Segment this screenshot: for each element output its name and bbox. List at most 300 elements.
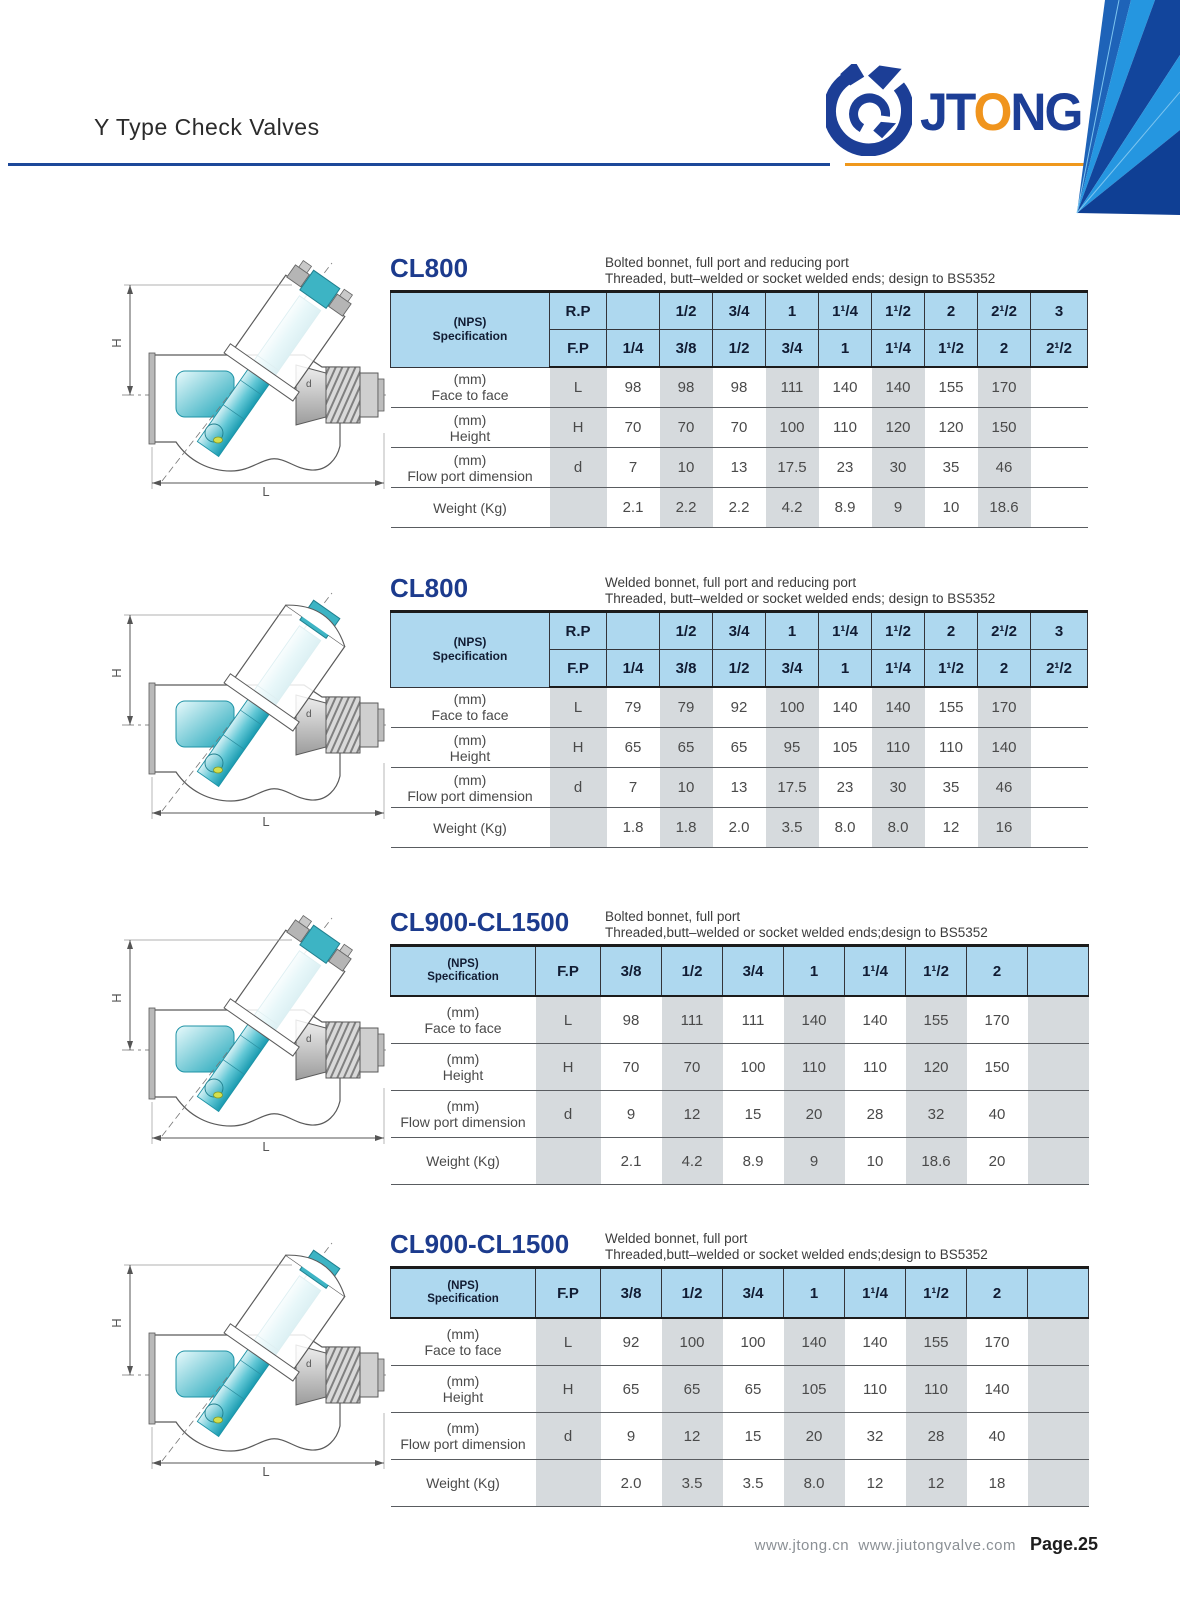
table-model-title: CL900-CL1500: [390, 1229, 570, 1259]
corner-stripes-graphic: [1075, 0, 1180, 215]
size-header-cell: 3/4: [723, 1268, 784, 1319]
value-cell: 12: [925, 808, 978, 848]
value-cell: 4.2: [766, 488, 819, 528]
size-header-cell: 1¹/2: [872, 612, 925, 650]
valve-drawing-3: [96, 898, 392, 1156]
row-label-cell: [391, 808, 550, 848]
value-cell: 120: [872, 408, 925, 448]
value-cell: [1031, 728, 1088, 768]
value-cell: [1031, 488, 1088, 528]
value-cell: 170: [978, 687, 1031, 728]
spec-header-line: Specification: [432, 328, 508, 343]
row-label-cell: [391, 1138, 536, 1185]
value-cell: 2.0: [601, 1460, 662, 1507]
table-row: [391, 1044, 1089, 1091]
fp-label-cell: F.P: [550, 330, 607, 368]
value-cell: 13: [713, 448, 766, 488]
brand-logo: [826, 66, 1081, 158]
value-cell: 105: [819, 728, 872, 768]
spec-header-cell: [391, 1268, 536, 1319]
size-header-cell: 1¹/4: [872, 330, 925, 368]
table-row: [391, 367, 1088, 408]
value-cell: 110: [925, 728, 978, 768]
size-header-cell: 1/2: [662, 946, 723, 997]
value-cell: [1028, 996, 1089, 1044]
row-symbol-cell: d: [550, 448, 607, 488]
size-header-cell: 3/4: [713, 612, 766, 650]
table-description: [605, 575, 995, 606]
value-cell: 95: [766, 728, 819, 768]
row-label-cell: [391, 687, 550, 728]
row-symbol-cell: L: [550, 367, 607, 408]
table-row: [391, 1318, 1089, 1366]
table-row: [391, 996, 1089, 1044]
value-cell: [1031, 367, 1088, 408]
value-cell: 65: [660, 728, 713, 768]
dim-label-h: H: [109, 338, 124, 348]
spec-table: [390, 1266, 1089, 1507]
size-header-cell: 2: [925, 292, 978, 330]
value-cell: 30: [872, 768, 925, 808]
value-cell: 9: [784, 1138, 845, 1185]
row-label-cell: [391, 367, 550, 408]
table-description-line: Threaded, butt–welded or socket welded ends; design to BS5352: [605, 590, 996, 606]
table-description-line: Welded bonnet, full port and reducing port: [605, 575, 857, 590]
table-description-line: Threaded,butt–welded or socket welded ends;design to BS5352: [605, 924, 988, 940]
size-header-cell: 3/4: [766, 650, 819, 688]
table-row: [391, 1138, 1089, 1185]
table-row: [391, 1091, 1089, 1138]
table-block-4: [390, 1214, 1088, 1507]
row-label: Face to face: [424, 1020, 502, 1036]
value-cell: 15: [723, 1413, 784, 1460]
row-symbol-cell: L: [550, 687, 607, 728]
size-header-cell: [1028, 1268, 1089, 1319]
value-cell: 46: [978, 448, 1031, 488]
value-cell: 105: [784, 1366, 845, 1413]
size-header-cell: 3/4: [766, 330, 819, 368]
table-description-line: Threaded, butt–welded or socket welded ends; design to BS5352: [605, 270, 996, 286]
value-cell: 150: [978, 408, 1031, 448]
value-cell: 170: [978, 367, 1031, 408]
value-cell: 3.5: [723, 1460, 784, 1507]
row-label-cell: [391, 1044, 536, 1091]
footer-urls: [755, 1537, 1016, 1554]
value-cell: 10: [925, 488, 978, 528]
value-cell: 100: [723, 1044, 784, 1091]
spec-table: [390, 290, 1088, 528]
value-cell: [1028, 1460, 1089, 1507]
table-description: [605, 255, 995, 286]
value-cell: 8.0: [872, 808, 925, 848]
row-unit: (mm): [453, 771, 487, 788]
value-cell: [1028, 1044, 1089, 1091]
value-cell: 100: [766, 408, 819, 448]
size-header-cell: 1¹/2: [925, 650, 978, 688]
value-cell: 140: [819, 687, 872, 728]
size-header-cell: 1¹/4: [845, 1268, 906, 1319]
dim-label-h: H: [109, 1318, 124, 1328]
valve-technical-drawing: [96, 573, 392, 831]
value-cell: 3.5: [662, 1460, 723, 1507]
size-header-cell: 2: [978, 650, 1031, 688]
row-label: Weight (Kg): [433, 499, 507, 516]
row-label-cell: [391, 996, 536, 1044]
row-unit: (mm): [446, 1326, 480, 1342]
valve-technical-drawing: [96, 243, 392, 501]
value-cell: 92: [601, 1318, 662, 1366]
size-header-cell: 1/2: [662, 1268, 723, 1319]
size-header-cell: 3/8: [660, 330, 713, 368]
row-label-cell: [391, 488, 550, 528]
table-heading: [390, 238, 1088, 290]
value-cell: [1031, 448, 1088, 488]
value-cell: 9: [601, 1413, 662, 1460]
value-cell: 120: [925, 408, 978, 448]
row-label: Height: [449, 427, 491, 444]
value-cell: 92: [713, 687, 766, 728]
row-label: Flow port dimension: [400, 1114, 526, 1130]
dim-label-l: L: [262, 814, 270, 829]
table-row: [391, 488, 1088, 528]
value-cell: 2.1: [607, 488, 660, 528]
size-header-cell: 2: [925, 612, 978, 650]
value-cell: 140: [819, 367, 872, 408]
row-symbol-cell: L: [536, 996, 601, 1044]
size-header-cell: 1: [784, 1268, 845, 1319]
size-header-cell: 2: [967, 946, 1028, 997]
row-symbol-cell: H: [536, 1366, 601, 1413]
size-header-cell: 1/2: [713, 330, 766, 368]
valve-drawing-2: [96, 573, 392, 831]
row-symbol-cell: H: [536, 1044, 601, 1091]
size-header-cell: 1¹/4: [819, 612, 872, 650]
value-cell: 10: [660, 768, 713, 808]
value-cell: 111: [662, 996, 723, 1044]
value-cell: 155: [906, 996, 967, 1044]
value-cell: 79: [660, 687, 713, 728]
value-cell: 9: [601, 1091, 662, 1138]
table-row: [391, 687, 1088, 728]
row-label: Face to face: [424, 1342, 502, 1358]
dim-label-d: d: [306, 709, 312, 720]
row-label-cell: [391, 1413, 536, 1460]
size-header-cell: 1/2: [660, 612, 713, 650]
row-symbol-cell: [550, 808, 607, 848]
size-header-cell: 1/2: [713, 650, 766, 688]
table-model-title: CL800: [390, 253, 469, 283]
dim-label-h: H: [109, 668, 124, 678]
fp-label-cell: F.P: [536, 946, 601, 997]
value-cell: 98: [601, 996, 662, 1044]
value-cell: 140: [845, 996, 906, 1044]
row-label: Weight (Kg): [426, 1153, 500, 1169]
size-header-cell: 1: [766, 292, 819, 330]
row-symbol-cell: d: [550, 768, 607, 808]
size-header-cell: 2: [967, 1268, 1028, 1319]
value-cell: 65: [662, 1366, 723, 1413]
size-header-cell: 2¹/2: [1031, 330, 1088, 368]
value-cell: 2.2: [660, 488, 713, 528]
table-description-line: Welded bonnet, full port: [605, 1231, 748, 1246]
row-unit: (mm): [446, 1004, 480, 1020]
row-label: Face to face: [431, 387, 509, 404]
value-cell: 70: [660, 408, 713, 448]
value-cell: 16: [978, 808, 1031, 848]
value-cell: 12: [662, 1091, 723, 1138]
value-cell: 20: [967, 1138, 1028, 1185]
value-cell: 3.5: [766, 808, 819, 848]
size-header-cell: 2¹/2: [1031, 650, 1088, 688]
size-header-cell: 3: [1031, 612, 1088, 650]
value-cell: 20: [784, 1413, 845, 1460]
value-cell: 65: [723, 1366, 784, 1413]
valve-technical-drawing: [96, 1223, 392, 1481]
size-header-cell: 1¹/2: [906, 946, 967, 997]
spec-table: [390, 610, 1088, 848]
value-cell: 110: [784, 1044, 845, 1091]
size-header-cell: 3: [1031, 292, 1088, 330]
value-cell: 170: [967, 1318, 1028, 1366]
size-header-cell: 1/4: [607, 330, 660, 368]
row-label: Height: [442, 1067, 484, 1083]
size-header-cell: 1: [819, 650, 872, 688]
row-symbol-cell: H: [550, 408, 607, 448]
table-description-line: Bolted bonnet, full port and reducing port: [605, 255, 849, 270]
logo-swirl-icon: [826, 64, 912, 161]
row-label: Flow port dimension: [407, 467, 533, 484]
row-unit: (mm): [453, 411, 487, 428]
value-cell: 155: [925, 367, 978, 408]
row-label: Flow port dimension: [407, 787, 533, 804]
table-row: [391, 728, 1088, 768]
value-cell: 98: [713, 367, 766, 408]
spec-header-line: Specification: [427, 1293, 499, 1305]
row-symbol-cell: d: [536, 1091, 601, 1138]
value-cell: 28: [906, 1413, 967, 1460]
spec-header-line: (NPS): [453, 635, 487, 650]
spec-header-cell: [391, 292, 550, 368]
footer-page-number: Page.25: [1029, 1534, 1098, 1554]
value-cell: 15: [723, 1091, 784, 1138]
row-label: Weight (Kg): [426, 1475, 500, 1491]
footer-url-1: www.jtong.cn: [754, 1537, 850, 1554]
value-cell: 9: [872, 488, 925, 528]
dim-label-l: L: [262, 1139, 270, 1154]
value-cell: 32: [845, 1413, 906, 1460]
value-cell: 13: [713, 768, 766, 808]
value-cell: 65: [601, 1366, 662, 1413]
row-label-cell: [391, 728, 550, 768]
value-cell: 65: [607, 728, 660, 768]
row-unit: (mm): [453, 371, 487, 388]
page-title: Y Type Check Valves: [94, 114, 320, 140]
size-header-cell: 1: [784, 946, 845, 997]
value-cell: [1028, 1138, 1089, 1185]
table-row: [391, 448, 1088, 488]
row-label-cell: [391, 408, 550, 448]
footer-url-2: www.jiutongvalve.com: [858, 1537, 1016, 1554]
table-row: [391, 1413, 1089, 1460]
row-unit: (mm): [453, 691, 487, 708]
row-label: Flow port dimension: [400, 1436, 526, 1452]
value-cell: 12: [845, 1460, 906, 1507]
value-cell: 8.0: [784, 1460, 845, 1507]
table-model-title: CL900-CL1500: [390, 907, 570, 937]
spec-header-line: (NPS): [453, 315, 487, 330]
value-cell: [1031, 687, 1088, 728]
value-cell: 12: [662, 1413, 723, 1460]
value-cell: 140: [872, 367, 925, 408]
value-cell: 120: [906, 1044, 967, 1091]
value-cell: 100: [662, 1318, 723, 1366]
value-cell: 17.5: [766, 768, 819, 808]
value-cell: 65: [713, 728, 766, 768]
value-cell: 23: [819, 448, 872, 488]
logo-text-jt: JT: [920, 82, 974, 142]
size-header-cell: [607, 292, 660, 330]
value-cell: 10: [660, 448, 713, 488]
table-heading: [390, 1214, 1088, 1266]
value-cell: 140: [784, 996, 845, 1044]
value-cell: 7: [607, 768, 660, 808]
value-cell: 111: [723, 996, 784, 1044]
valve-technical-drawing: [96, 898, 392, 1156]
spec-header-line: (NPS): [447, 957, 479, 970]
size-header-cell: 3/4: [713, 292, 766, 330]
dim-label-d: d: [306, 1359, 312, 1370]
dim-label-h: H: [109, 993, 124, 1003]
table-row: [391, 408, 1088, 448]
fp-label-cell: F.P: [536, 1268, 601, 1319]
row-label-cell: [391, 1460, 536, 1507]
value-cell: 23: [819, 768, 872, 808]
row-symbol-cell: [536, 1138, 601, 1185]
value-cell: 8.9: [723, 1138, 784, 1185]
footer: [755, 1534, 1098, 1555]
row-symbol-cell: [550, 488, 607, 528]
table-description-line: Bolted bonnet, full port: [605, 909, 741, 924]
value-cell: 18.6: [906, 1138, 967, 1185]
dim-label-l: L: [262, 484, 270, 499]
dim-label-d: d: [306, 379, 312, 390]
row-label-cell: [391, 1318, 536, 1366]
size-header-cell: 1/2: [660, 292, 713, 330]
value-cell: 79: [607, 687, 660, 728]
size-header-cell: 2: [978, 330, 1031, 368]
value-cell: 98: [607, 367, 660, 408]
value-cell: 111: [766, 367, 819, 408]
value-cell: 70: [601, 1044, 662, 1091]
table-description: [605, 909, 988, 940]
table-block-2: [390, 558, 1088, 848]
value-cell: 110: [845, 1044, 906, 1091]
row-label: Weight (Kg): [433, 819, 507, 836]
spec-header-line: Specification: [432, 648, 508, 663]
value-cell: 7: [607, 448, 660, 488]
value-cell: 35: [925, 448, 978, 488]
value-cell: 140: [784, 1318, 845, 1366]
size-header-cell: 2¹/2: [978, 612, 1031, 650]
value-cell: 110: [872, 728, 925, 768]
table-description-line: Threaded,butt–welded or socket welded ends;design to BS5352: [605, 1246, 988, 1262]
value-cell: [1031, 408, 1088, 448]
spec-header-cell: [391, 946, 536, 997]
value-cell: 2.1: [601, 1138, 662, 1185]
value-cell: 155: [925, 687, 978, 728]
row-symbol-cell: [536, 1460, 601, 1507]
value-cell: 46: [978, 768, 1031, 808]
table-block-1: [390, 238, 1088, 528]
value-cell: 2.2: [713, 488, 766, 528]
row-label: Height: [442, 1389, 484, 1405]
value-cell: 40: [967, 1091, 1028, 1138]
row-symbol-cell: d: [536, 1413, 601, 1460]
value-cell: 1.8: [607, 808, 660, 848]
value-cell: 170: [967, 996, 1028, 1044]
value-cell: 150: [967, 1044, 1028, 1091]
size-header-cell: 1/4: [607, 650, 660, 688]
row-label-cell: [391, 768, 550, 808]
value-cell: 70: [713, 408, 766, 448]
size-header-cell: [607, 612, 660, 650]
value-cell: 18.6: [978, 488, 1031, 528]
table-row: [391, 1366, 1089, 1413]
value-cell: 30: [872, 448, 925, 488]
table-description: [605, 1231, 988, 1262]
value-cell: 20: [784, 1091, 845, 1138]
value-cell: 32: [906, 1091, 967, 1138]
table-block-3: [390, 892, 1088, 1185]
value-cell: 18: [967, 1460, 1028, 1507]
value-cell: [1028, 1318, 1089, 1366]
size-header-cell: 1¹/4: [872, 650, 925, 688]
size-header-cell: 1¹/4: [819, 292, 872, 330]
value-cell: 98: [660, 367, 713, 408]
logo-text-o: O: [973, 82, 1011, 142]
row-unit: (mm): [453, 731, 487, 748]
valve-drawing-4: [96, 1223, 392, 1481]
table-row: [391, 768, 1088, 808]
value-cell: 100: [723, 1318, 784, 1366]
value-cell: 40: [967, 1413, 1028, 1460]
row-label: Height: [449, 747, 491, 764]
dim-label-l: L: [262, 1464, 270, 1479]
size-header-cell: 3/8: [660, 650, 713, 688]
value-cell: 1.8: [660, 808, 713, 848]
row-unit: (mm): [446, 1373, 480, 1389]
value-cell: 8.0: [819, 808, 872, 848]
value-cell: 140: [872, 687, 925, 728]
row-label-cell: [391, 1091, 536, 1138]
size-header-cell: [1028, 946, 1089, 997]
value-cell: [1028, 1091, 1089, 1138]
spec-header-line: (NPS): [447, 1279, 479, 1292]
row-symbol-cell: L: [536, 1318, 601, 1366]
spec-header-line: Specification: [427, 971, 499, 983]
row-unit: (mm): [446, 1098, 480, 1114]
value-cell: 17.5: [766, 448, 819, 488]
size-header-cell: 3/8: [601, 1268, 662, 1319]
spec-header-cell: [391, 612, 550, 688]
value-cell: [1028, 1366, 1089, 1413]
value-cell: [1028, 1413, 1089, 1460]
value-cell: 100: [766, 687, 819, 728]
rp-label-cell: R.P: [550, 292, 607, 330]
size-header-cell: 1¹/2: [925, 330, 978, 368]
header-rule-orange: [845, 163, 1090, 166]
value-cell: [1031, 808, 1088, 848]
